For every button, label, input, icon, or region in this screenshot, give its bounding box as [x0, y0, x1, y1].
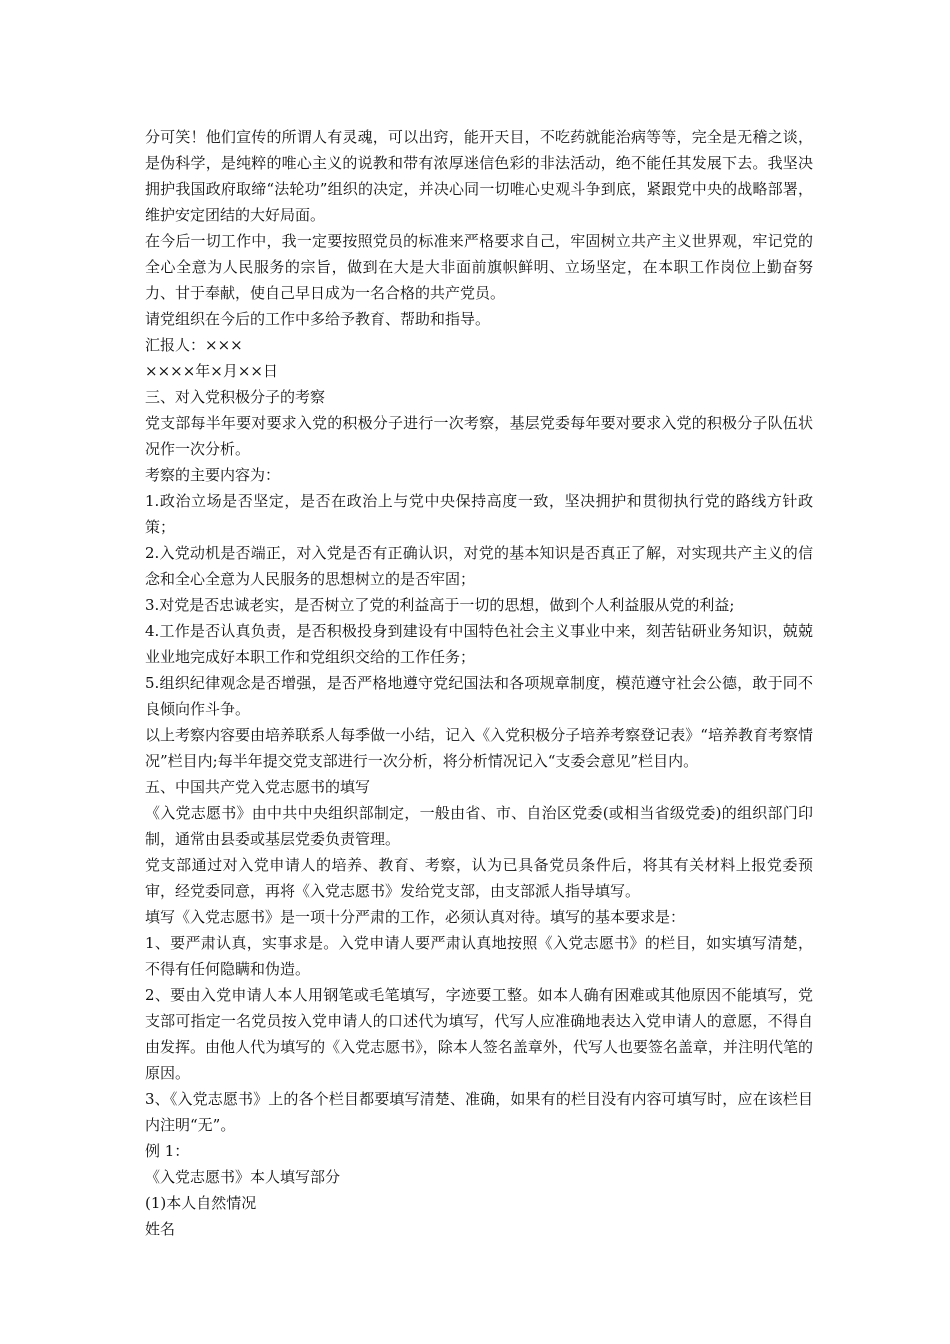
paragraph: 在今后一切工作中，我一定要按照党员的标准来严格要求自己，牢固树立共产主义世界观，牢记党的全心全意为人民服务的宗旨，做到在大是大非面前旗帜鲜明、立场坚定，在本职工作岗位上勤奋努力、甘于奉献，使自己早日成为一名合格的共产党员。 — [145, 232, 813, 302]
paragraph: 请党组织在今后的工作中多给予教育、帮助和指导。 — [145, 310, 491, 328]
date-line: ××××年×月××日 — [145, 362, 278, 380]
document-body — [145, 124, 813, 1242]
paragraph: (1)本人自然情况 — [145, 1194, 257, 1212]
paragraph: 《入党志愿书》由中共中央组织部制定，一般由省、市、自治区党委(或相当省级党委)的组织部门印制，通常由县委或基层党委负责管理。 — [145, 804, 813, 848]
list-item: 5.组织纪律观念是否增强，是否严格地遵守党纪国法和各项规章制度，模范遵守社会公德，敢于同不良倾向作斗争。 — [145, 674, 813, 718]
list-item: 2、要由入党申请人本人用钢笔或毛笔填写，字迹要工整。如本人确有困难或其他原因不能填写，党支部可指定一名党员按入党申请人的口述代为填写，代写人应准确地表达入党申请人的意愿，不得自由发挥。由他人代为填写的《入党志愿书》，除本人签名盖章外，代写人也要签名盖章，并注明代笔的原因。 — [145, 986, 813, 1082]
example-label: 例 1： — [145, 1142, 190, 1160]
list-item: 1、要严肃认真，实事求是。入党申请人要严肃认真地按照《入党志愿书》的栏目，如实填写清楚，不得有任何隐瞒和伪造。 — [145, 934, 813, 978]
list-item: 1.政治立场是否坚定，是否在政治上与党中央保持高度一致，坚决拥护和贯彻执行党的路线方针政策； — [145, 492, 813, 536]
list-item: 2.入党动机是否端正，对入党是否有正确认识，对党的基本知识是否真正了解，对实现共产主义的信念和全心全意为人民服务的思想树立的是否牢固； — [145, 544, 813, 588]
list-item: 3.对党是否忠诚老实，是否树立了党的利益高于一切的思想，做到个人利益服从党的利益; — [145, 596, 735, 614]
section-heading: 三、对入党积极分子的考察 — [145, 388, 326, 406]
paragraph: 党支部每半年要对要求入党的积极分子进行一次考察，基层党委每年要对要求入党的积极分子队伍状况作一次分析。 — [145, 414, 813, 458]
section-heading: 五、中国共产党入党志愿书的填写 — [145, 778, 371, 796]
paragraph: 以上考察内容要由培养联系人每季做一小结，记入《入党积极分子培养考察登记表》“培养教育考察情况”栏目内;每半年提交党支部进行一次分析，将分析情况记入“支委会意见”栏目内。 — [145, 726, 813, 770]
paragraph: 填写《入党志愿书》是一项十分严肃的工作，必须认真对待。填写的基本要求是： — [145, 908, 686, 926]
reporter-line: 汇报人：××× — [145, 336, 243, 354]
paragraph: 考察的主要内容为： — [145, 466, 281, 484]
paragraph: 分可笑！他们宣传的所谓人有灵魂，可以出窍，能开天目，不吃药就能治病等等，完全是无稽之谈，是伪科学，是纯粹的唯心主义的说教和带有浓厚迷信色彩的非法活动，绝不能任其发展下去。我坚决拥护我国政府取缔“法轮功”组织的决定，并决心同一切唯心史观斗争到底，紧跟党中央的战略部署，维护安定团结的大好局面。 — [145, 128, 813, 224]
paragraph: 《入党志愿书》本人填写部分 — [145, 1168, 341, 1186]
list-item: 4.工作是否认真负责，是否积极投身到建设有中国特色社会主义事业中来，刻苦钻研业务知识，兢兢业业地完成好本职工作和党组织交给的工作任务； — [145, 622, 813, 666]
list-item: 3、《入党志愿书》上的各个栏目都要填写清楚、准确，如果有的栏目没有内容可填写时，应在该栏目内注明“无”。 — [145, 1090, 813, 1134]
paragraph: 姓名 — [145, 1220, 176, 1238]
paragraph: 党支部通过对入党申请人的培养、教育、考察，认为已具备党员条件后，将其有关材料上报党委预审，经党委同意，再将《入党志愿书》发给党支部，由支部派人指导填写。 — [145, 856, 813, 900]
